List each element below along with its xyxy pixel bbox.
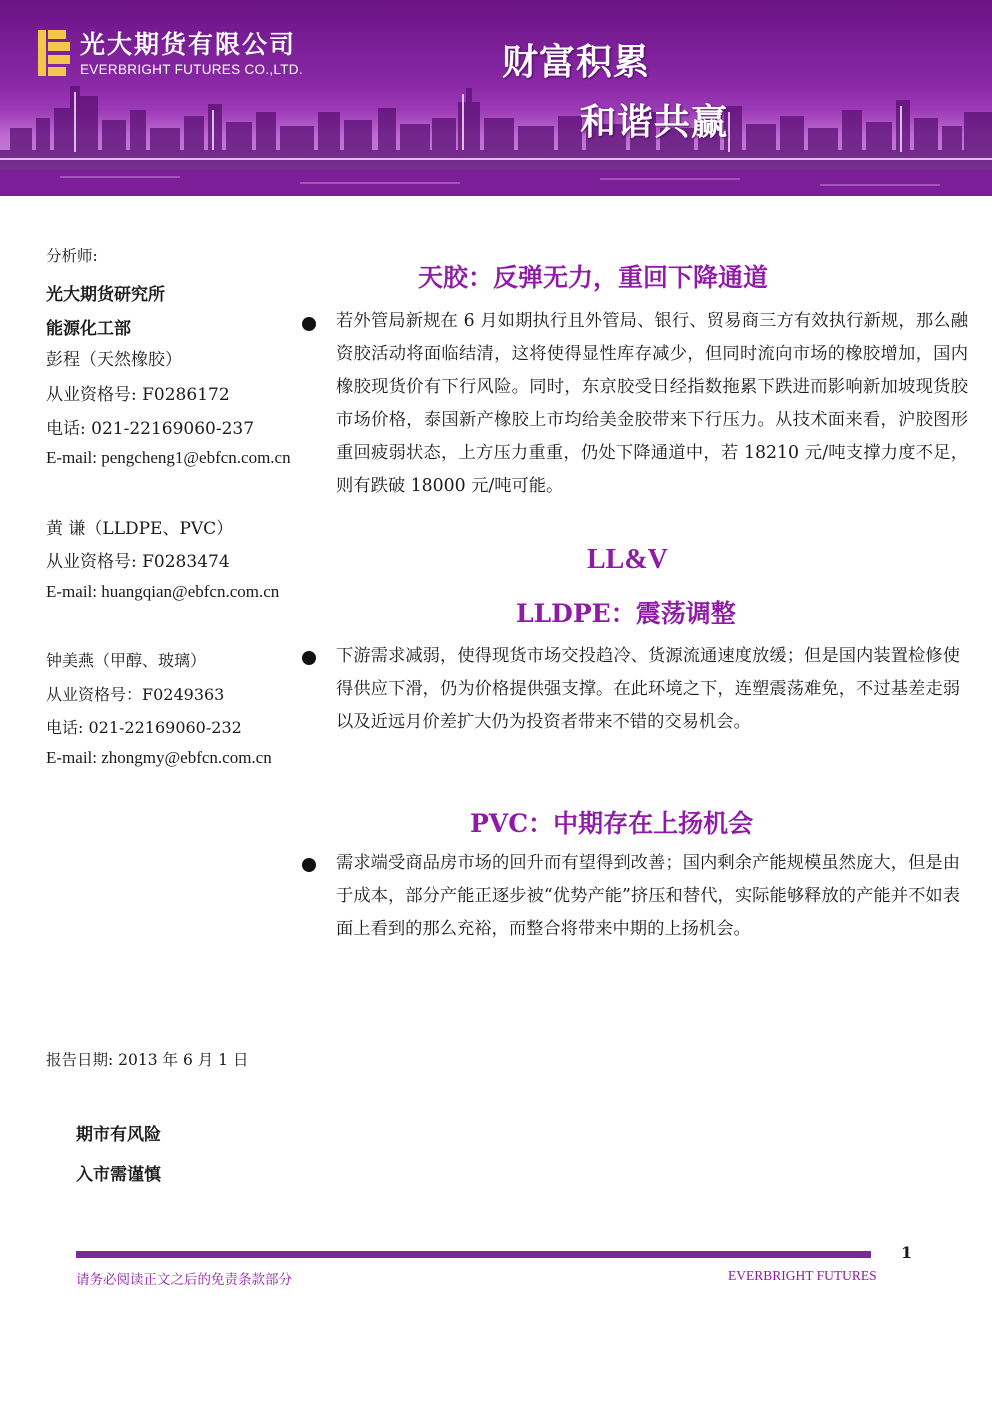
slogan-line-2: 和谐共赢 [580,102,729,143]
lldpe-paragraph: 下游需求减弱，使得现货市场交投趋冷、货源流通速度放缓；但是国内装置检修使得供应下滑，仍为价格提供强支撑。在此环境之下，连塑震荡难免，不过基差走弱以及近远月价差扩大仍为投资者带来不错的交易机会。 [336,646,960,732]
header-banner [0,0,992,196]
analyst-1-email: E-mail: pengcheng1@ebfcn.com.cn [46,448,291,467]
analyst-1-name: 彭程（天然橡胶） [46,350,182,370]
analyst-3-email: E-mail: zhongmy@ebfcn.com.cn [46,748,272,767]
analyst-2-name: 黄 谦（LLDPE、PVC） [46,519,234,539]
everbright-logo-icon [38,30,72,76]
department-name: 能源化工部 [46,319,131,339]
analyst-2-email: E-mail: huangqian@ebfcn.com.cn [46,582,280,601]
bullet-icon [302,651,316,665]
page-number: 1 [901,1243,913,1262]
institute-name: 光大期货研究所 [46,285,165,305]
slogan-line-1: 财富积累 [502,42,651,83]
bullet-icon [302,317,316,331]
report-date: 报告日期: 2013 年 6 月 1 日 [46,1051,249,1069]
analyst-2-license: 从业资格号: F0283474 [46,552,230,572]
pvc-title: PVC：中期存在上扬机会 [470,809,754,838]
analyst-3-name: 钟美燕（甲醇、玻璃） [46,651,207,670]
rubber-title: 天胶：反弹无力，重回下降通道 [418,263,769,292]
lldpe-title: LLDPE：震荡调整 [516,599,736,628]
pvc-paragraph: 需求端受商品房市场的回升而有望得到改善；国内剩余产能规模虽然庞大，但是由于成本，部分产能正逐步被“优势产能”挤压和替代，实际能够释放的产能并不如表面上看到的那么充裕，而整合将带来中期的上扬机会。 [336,853,960,939]
footer-brand: EVERBRIGHT FUTURES [728,1268,877,1283]
bullet-icon [302,858,316,872]
analyst-label: 分析师: [46,247,98,265]
footer-divider [76,1251,871,1258]
llv-title: LL&V [587,544,668,575]
risk-notice-line-1: 期市有风险 [76,1125,161,1145]
company-name-en: EVERBRIGHT FUTURES CO.,LTD. [80,62,303,77]
risk-notice-line-2: 入市需谨慎 [76,1165,161,1185]
rubber-paragraph: 若外管局新规在 6 月如期执行且外管局、银行、贸易商三方有效执行新规，那么融资胶活动将面临结清，这将使得显性库存减少，但同时流向市场的橡胶增加，国内橡胶现货价有下行风险。同时，东京胶受日经指数拖累下跌进而影响新加坡现货胶市场价格，泰国新产橡胶上市均给美金胶带来下行压力。从技术面来看，沪胶图形重回疲弱状态，上方压力重重，仍处下降通道中，若 18210 元/吨支撑力度不足，则有跌破 18000 元/吨可能。 [336,311,968,496]
analyst-3-license: 从业资格号：F0249363 [46,685,225,704]
analyst-1-license: 从业资格号: F0286172 [46,385,230,405]
analyst-3-phone: 电话: 021-22169060-232 [46,718,242,737]
footer-disclaimer: 请务必阅读正文之后的免责条款部分 [76,1272,292,1288]
company-name-cn: 光大期货有限公司 [80,30,297,59]
analyst-1-phone: 电话: 021-22169060-237 [46,419,255,439]
